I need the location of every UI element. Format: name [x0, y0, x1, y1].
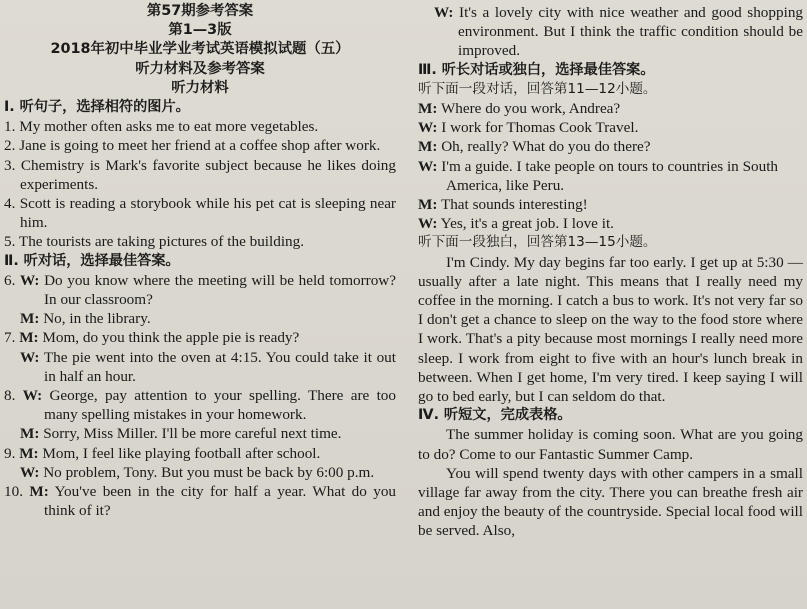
q9-number: 9. [4, 444, 16, 462]
q10-line-m [4, 482, 396, 520]
dialogue-line [418, 118, 803, 137]
speaker-label: W: [418, 119, 438, 137]
right-column [418, 0, 803, 541]
exam-title: 2018年初中毕业学业考试英语模拟试题（五） [50, 41, 350, 58]
dialogue-line [418, 137, 803, 156]
speaker-label: W: [434, 4, 454, 21]
q6-m-text: No, in the library. [43, 310, 151, 328]
q9-line-m [4, 444, 396, 463]
dialogue-text: I'm a guide. I take people on tours to countries in South America, like Peru. [441, 157, 779, 194]
speaker-label: W: [418, 157, 438, 175]
part1-item-1: 1. My mother often asks me to eat more vegetables. [4, 118, 319, 136]
speaker-label: W: [22, 387, 43, 405]
answers-subtitle: 听力材料及参考答案 [135, 60, 265, 77]
part1-item-2: 2. Jane is going to meet her friend at a coffee shop after work. [4, 137, 381, 155]
q9-m-text: Mom, I feel like playing football after school. [42, 444, 321, 462]
q6-w-text: Do you know where the meeting will be held tomorrow? In our classroom? [44, 271, 397, 309]
q6-number: 6. [4, 271, 16, 289]
speaker-label: M: [418, 100, 438, 118]
part3-intro-monologue: 听下面一段独白，回答第13—15小题。 [418, 234, 657, 251]
speaker-label: M: [19, 444, 39, 462]
q8-m-text: Sorry, Miss Miller. I'll be more careful next time. [43, 425, 342, 443]
speaker-label: W: [20, 271, 40, 289]
speaker-label: W: [418, 215, 438, 233]
dialogue-text: Oh, really? What do you do there? [441, 138, 651, 156]
passage-paragraph-1: The summer holiday is coming soon. What are you going to do? Come to our Fantastic Summer Camp. [418, 426, 803, 463]
part3-title: Ⅲ. 听长对话或独白，选择最佳答案。 [418, 61, 655, 78]
part1-item-5: 5. The tourists are taking pictures of the building. [4, 233, 305, 251]
q6-line-m [4, 309, 396, 328]
dialogue-text: Where do you work, Andrea? [440, 100, 621, 118]
q7-line-w [4, 348, 396, 386]
speaker-label: M: [418, 138, 438, 156]
q9-line-w [4, 463, 396, 482]
speaker-label: M: [418, 196, 438, 214]
left-column [4, 0, 396, 520]
monologue-paragraph: I'm Cindy. My day begins far too early. I get up at 5:30 — usually after a late night. This means that I really need my coffee in the morning. I catch a bus to work. It's not very far so I don't get a chance to sleep on the way to the food store where I work. That's a pity because most mornings I really need more sleep. I work from eight to five with an hour's lunch break in between. When I get home, I'm very tired. I keep saying I will go to bed early, but I can seldom do that. [418, 253, 803, 406]
part3-intro-dialogue: 听下面一段对话，回答第11—12小题。 [418, 80, 657, 97]
q6-line-w [4, 271, 396, 309]
issue-heading: 第57期参考答案 [146, 3, 254, 19]
q7-w-text: The pie went into the oven at 4:15. You could take it out in half an hour. [43, 348, 396, 385]
q7-line-m [4, 328, 396, 347]
speaker-label: M: [19, 329, 39, 347]
dialogue-text: Yes, it's a great job. I love it. [440, 215, 614, 233]
part1-item-3: 3. Chemistry is Mark's favorite subject because he likes doing experiments. [4, 156, 396, 193]
part2-title: Ⅱ. 听对话，选择最佳答案。 [4, 252, 180, 269]
q8-w-text: George, pay attention to your spelling. There are too many spelling mistakes in your homework. [44, 387, 396, 424]
dialogue-text: That sounds interesting! [440, 196, 588, 214]
dialogue-line [418, 214, 803, 233]
dialogue-line [418, 195, 803, 214]
q10-number: 10. [4, 483, 23, 501]
q9-w-text: No problem, Tony. But you must be back by 6:00 p.m. [43, 463, 375, 481]
q7-number: 7. [4, 329, 16, 347]
passage-paragraph-2: You will spend twenty days with other campers in a small village far away from the city. There you can breathe fresh air and enjoy the beauty of the countryside. Special local food will be served. Also, [418, 464, 803, 540]
speaker-label: M: [29, 483, 49, 501]
q10-line-w [418, 3, 803, 61]
dialogue-line [418, 157, 803, 195]
dialogue-text: I work for Thomas Cook Travel. [441, 119, 639, 137]
speaker-label: M: [20, 310, 40, 328]
speaker-label: W: [20, 348, 40, 366]
materials-heading: 听力材料 [171, 79, 229, 96]
pages-heading: 第1—3版 [168, 22, 232, 39]
speaker-label: M: [20, 425, 40, 443]
q8-number: 8. [4, 387, 16, 405]
dialogue-line [418, 99, 803, 118]
q10-m-text: You've been in the city for half a year. What do you think of it? [44, 483, 397, 520]
q8-line-w [4, 386, 396, 424]
speaker-label: W: [20, 463, 40, 481]
part4-title: Ⅳ. 听短文，完成表格。 [418, 407, 572, 424]
part1-item-4: 4. Scott is reading a storybook while his pet cat is sleeping near him. [4, 195, 396, 232]
part1-title: Ⅰ. 听句子，选择相符的图片。 [4, 99, 190, 116]
q7-m-text: Mom, do you think the apple pie is ready? [42, 329, 300, 347]
q10-w-text: It's a lovely city with nice weather and good shopping environment. But I think the traffic condition should be improved. [458, 4, 804, 60]
q8-line-m [4, 424, 396, 443]
